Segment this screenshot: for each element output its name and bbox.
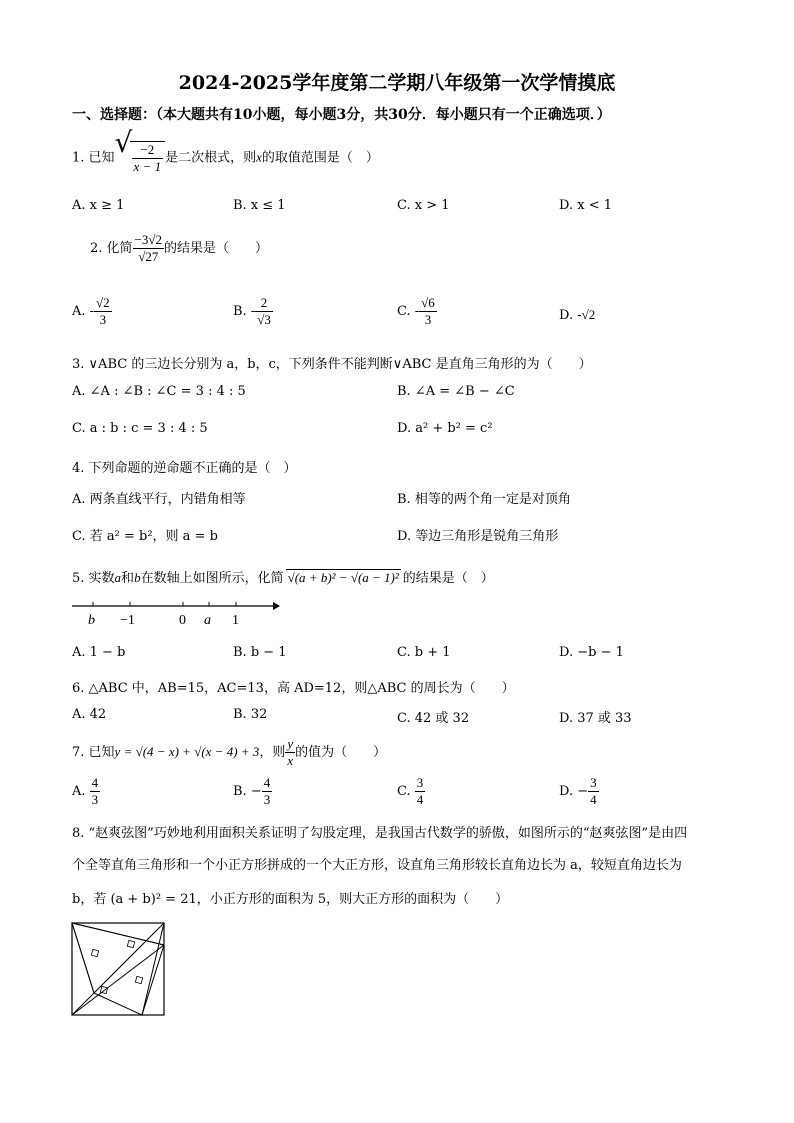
right-angle-mark-1 <box>91 949 98 956</box>
q2-option-d[interactable]: D. -√2 <box>559 307 596 323</box>
triangle-edge-1 <box>72 923 94 993</box>
right-angle-mark-4 <box>100 986 107 993</box>
triangle-edge-2 <box>72 923 164 945</box>
q7-option-c[interactable]: C. $\frac{3}{4}$ <box>397 775 424 807</box>
q2-den: √27 <box>138 249 159 264</box>
question-8-line-1: 8. “赵爽弦图”巧妙地利用面积关系证明了勾股定理，是我国古代数学的骄傲，如图所示的“赵爽弦图”是由四 <box>72 826 688 841</box>
q2-num: −3√2 <box>134 232 163 247</box>
q4-option-c[interactable]: C. 若 a² = b²，则 a = b <box>72 529 218 544</box>
q1-radicand-den: x − 1 <box>133 159 162 174</box>
q6-option-c[interactable]: C. 42 或 32 <box>397 711 470 726</box>
question-6-stem: 6. △ABC 中，AB=15，AC=13，高 AD=12，则△ABC 的周长为（ ） <box>72 681 515 696</box>
q4-option-a[interactable]: A. 两条直线平行，内错角相等 <box>72 492 246 507</box>
q7-expression: y = √(4 − x) + √(x − 4) + 3 <box>114 744 260 759</box>
q5-option-c[interactable]: C. b + 1 <box>397 645 451 660</box>
q1-option-c[interactable]: C. x > 1 <box>397 198 450 213</box>
right-angle-mark-2 <box>127 940 134 947</box>
triangle-edge-6 <box>72 993 94 1015</box>
q7-option-b[interactable]: B. − $\frac{4}{3}$ <box>233 775 271 807</box>
q3-option-a[interactable]: A. ∠A : ∠B : ∠C = 3 : 4 : 5 <box>72 384 246 399</box>
label-b: b <box>88 613 95 628</box>
q1-option-d[interactable]: D. x < 1 <box>559 198 612 213</box>
number-line-diagram <box>68 596 283 630</box>
q1-pre: 1. 已知 <box>72 150 115 166</box>
zhao-shuang-figure <box>71 922 167 1018</box>
q5-option-d[interactable]: D. −b − 1 <box>559 645 624 660</box>
label-neg1: −1 <box>120 613 135 628</box>
q1-option-a[interactable]: A. x ≥ 1 <box>72 198 125 213</box>
q1-option-b[interactable]: B. x ≤ 1 <box>233 198 286 213</box>
q2-post: 的结果是（ ） <box>164 241 269 256</box>
right-angle-mark-3 <box>135 976 142 983</box>
triangle-edge-4 <box>142 923 164 1015</box>
label-0: 0 <box>179 613 186 628</box>
q4-option-d[interactable]: D. 等边三角形是锐角三角形 <box>397 529 559 544</box>
q5-expression: √(a + b)² − √(a − 1)² <box>287 570 399 585</box>
question-8-line-2: 个全等直角三角形和一个小正方形拼成的一个大正方形，设直角三角形较长直角边长为 a，较短直角边长为 <box>72 858 682 873</box>
question-4-stem: 4. 下列命题的逆命题不正确的是（ ） <box>72 461 297 476</box>
q2-option-b[interactable]: B. - $\frac{2}{√3}$ <box>233 295 271 327</box>
q6-option-a[interactable]: A. 42 <box>72 707 107 722</box>
q6-option-d[interactable]: D. 37 或 33 <box>559 711 632 726</box>
q7-option-a[interactable]: A. $\frac{4}{3}$ <box>72 775 99 807</box>
label-a: a <box>204 613 211 628</box>
q3-option-c[interactable]: C. a : b : c = 3 : 4 : 5 <box>72 421 208 436</box>
q1-radicand-num: −2 <box>132 142 164 159</box>
question-1-stem <box>72 126 379 175</box>
q2-fraction <box>133 232 164 265</box>
q6-option-b[interactable]: B. 32 <box>233 707 268 722</box>
label-1: 1 <box>232 613 239 628</box>
question-3-stem: 3. ∨ABC 的三边长分别为 a，b，c，下列条件不能判断∨ABC 是直角三角形的为（ ） <box>72 357 592 372</box>
q2-option-a[interactable]: A. - $\frac{√2}{3}$ <box>72 295 110 327</box>
q5-option-a[interactable]: A. 1 − b <box>72 645 126 660</box>
q2-pre: 2. 化简 <box>90 241 133 256</box>
section-heading: 一、选择题：（本大题共有10小题，每小题3分，共30分．每小题只有一个正确选项．） <box>72 107 611 123</box>
q3-option-b[interactable]: B. ∠A = ∠B − ∠C <box>397 384 515 399</box>
q1-var: x <box>256 149 262 165</box>
question-7-stem: 7. 已知y = √(4 − x) + √(x − 4) + 3，则 $\frac{y}{x}$ 的值为（ ） <box>72 736 387 768</box>
q2-option-c[interactable]: C. - $\frac{√6}{3}$ <box>397 295 435 327</box>
question-5-stem: 5. 实数a和b在数轴上如图所示，化简 √(a + b)² − √(a − 1)² 的结果是（ ） <box>72 570 494 586</box>
q5-option-b[interactable]: B. b − 1 <box>233 645 287 660</box>
q1-sqrt: √ $\frac{-2}{x - 1}$ <box>115 141 166 175</box>
triangle-edge-3 <box>94 923 164 993</box>
q7-option-d[interactable]: D. − $\frac{3}{4}$ <box>559 775 597 807</box>
q4-option-b[interactable]: B. 相等的两个角一定是对顶角 <box>397 492 571 507</box>
page-title: 2024-2025学年度第二学期八年级第一次学情摸底 <box>178 72 616 94</box>
q1-post2: 的取值范围是（ ） <box>261 150 379 166</box>
q1-post: 是二次根式，则 <box>165 150 257 166</box>
question-8-line-3: b，若 (a + b)² = 21，小正方形的面积为 5，则大正方形的面积为（ ） <box>72 892 509 907</box>
question-2-stem <box>90 232 268 265</box>
number-line-arrow <box>273 602 280 610</box>
q3-option-d[interactable]: D. a² + b² = c² <box>397 421 493 436</box>
